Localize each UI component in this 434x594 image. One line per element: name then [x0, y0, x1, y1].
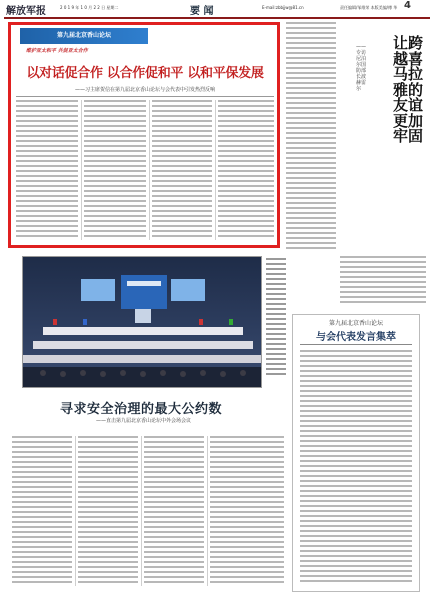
lower-body-column-3 — [144, 436, 204, 586]
side-story-headline: 让跨越喜马拉雅的友谊更加牢固 — [392, 34, 423, 145]
conference-photo — [22, 256, 262, 388]
speeches-kicker: 第九届北京香山论坛 — [328, 320, 383, 327]
column-divider — [141, 436, 142, 586]
speeches-rule — [300, 344, 412, 345]
column-divider — [149, 100, 150, 240]
photo-caption — [266, 258, 286, 378]
editor-credits: 责任编辑/邹维荣 本版美编/傅 华 — [340, 5, 398, 10]
newspaper-logo: 解放军报 — [6, 6, 46, 17]
page-number: 4 — [404, 0, 411, 11]
lead-body-column-1 — [16, 100, 78, 240]
lower-story-headline: 寻求安全治理的最大公约数 — [60, 402, 223, 417]
column-divider — [215, 100, 216, 240]
column-divider — [207, 436, 208, 586]
column-divider — [81, 100, 82, 240]
lower-body-column-1 — [12, 436, 72, 586]
lead-headline: 以对话促合作 以合作促和平 以和平保发展 — [26, 66, 264, 81]
contact-email: E-mail:zbbjjw@81.cn — [262, 5, 304, 10]
lower-body-column-2 — [78, 436, 138, 586]
conference-hall-image — [23, 257, 262, 388]
lead-body-column-4 — [218, 100, 274, 240]
forum-banner-title: 第九届北京香山论坛 — [56, 32, 111, 39]
side-story-body — [340, 256, 426, 308]
lead-subheadline: ——习主席贺信在第九届北京香山论坛与会代表中引发热烈反响 — [74, 87, 215, 93]
side-story-deck: ——专访尼泊尔国防部长波赫雷尔 — [356, 44, 367, 92]
speeches-body — [300, 350, 412, 586]
side-story-intro-text — [286, 22, 336, 252]
lead-body-column-2 — [84, 100, 146, 240]
section-title: 要 闻 — [190, 6, 214, 17]
lower-body-column-4 — [210, 436, 284, 586]
forum-slogan: 维护亚太和平 共促亚太合作 — [26, 48, 88, 54]
column-divider — [75, 436, 76, 586]
issue-date: 2 0 1 9 年 1 0 月 2 2 日 星期二 — [60, 5, 119, 10]
lead-body-column-3 — [152, 100, 212, 240]
lower-story-subheadline: ——直击第九届北京香山论坛中外会场会议 — [96, 418, 192, 424]
lead-rule — [16, 96, 274, 97]
masthead-rule — [4, 17, 430, 19]
speeches-title: 与会代表发言集萃 — [316, 332, 396, 343]
